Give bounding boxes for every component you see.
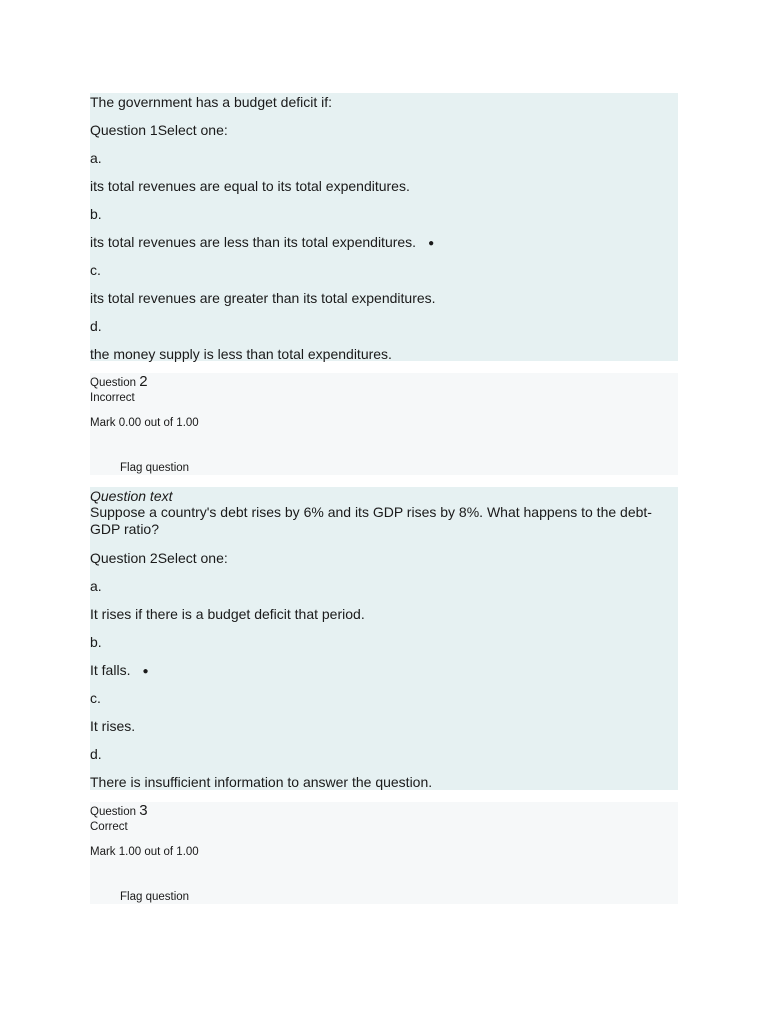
question-2-content (90, 487, 678, 790)
option-b-row[interactable] (90, 234, 434, 252)
question-label: Question (90, 806, 137, 818)
flag-question-link[interactable]: Flag question (120, 891, 190, 903)
option-d-letter[interactable]: d. (90, 318, 102, 334)
question-1-content (90, 93, 678, 361)
option-a-letter[interactable]: a. (90, 578, 102, 594)
question-2-status: Incorrect (90, 392, 135, 404)
option-b-text[interactable]: its total revenues are less than its total expenditures. (90, 234, 417, 250)
option-c-letter[interactable]: c. (90, 690, 101, 706)
question-1-text: The government has a budget deficit if: (90, 94, 333, 110)
question-3-status: Correct (90, 821, 128, 833)
option-b-letter[interactable]: b. (90, 634, 102, 650)
option-d-text[interactable]: the money supply is less than total expenditures. (90, 346, 392, 362)
option-c-text[interactable]: It rises. (90, 718, 136, 734)
option-a-letter[interactable]: a. (90, 150, 102, 166)
question-2-mark: Mark 0.00 out of 1.00 (90, 417, 199, 429)
option-c-letter[interactable]: c. (90, 262, 101, 278)
option-d-letter[interactable]: d. (90, 746, 102, 762)
option-b-letter[interactable]: b. (90, 206, 102, 222)
option-a-text[interactable]: It rises if there is a budget deficit that period. (90, 606, 365, 622)
question-2-text: Suppose a country's debt rises by 6% and its GDP rises by 8%. What happens to the debt-GDP ratio? (90, 504, 652, 537)
question-3-info (90, 802, 678, 904)
question-number: 3 (139, 802, 148, 819)
option-a-text[interactable]: its total revenues are equal to its total expenditures. (90, 178, 410, 194)
question-3-mark: Mark 1.00 out of 1.00 (90, 846, 199, 858)
question-number: 2 (139, 373, 148, 390)
question-3-heading (90, 804, 148, 819)
option-b-text[interactable]: It falls. (90, 662, 131, 678)
question-2-info (90, 373, 678, 475)
question-label: Question (90, 377, 137, 389)
selected-answer-marker: ● (142, 666, 149, 677)
option-c-text[interactable]: its total revenues are greater than its total expenditures. (90, 290, 436, 306)
option-b-row[interactable] (90, 662, 149, 680)
question-text-heading: Question text (90, 488, 173, 504)
question-1-select-label: Question 1Select one: (90, 122, 228, 138)
flag-question-link[interactable]: Flag question (120, 462, 190, 474)
question-2-select-label: Question 2Select one: (90, 550, 228, 566)
option-d-text[interactable]: There is insufficient information to answer the question. (90, 774, 433, 790)
question-2-heading (90, 375, 148, 390)
selected-answer-marker: ● (428, 238, 435, 249)
